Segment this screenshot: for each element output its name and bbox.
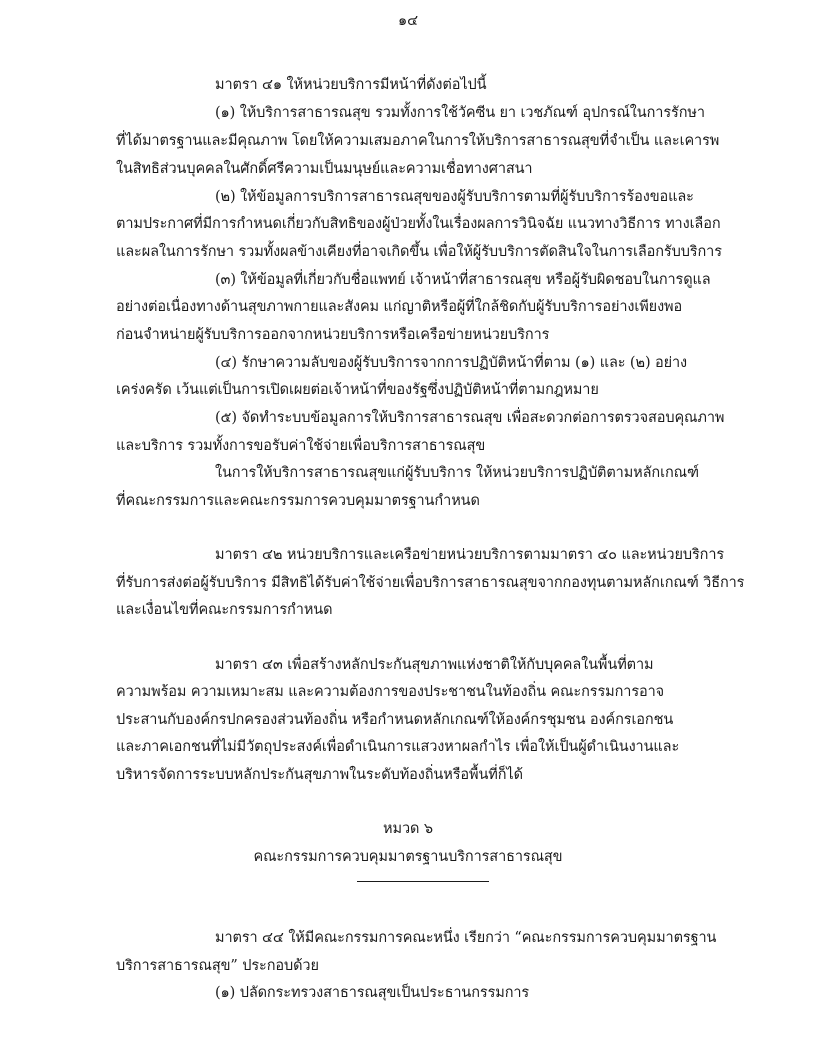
text-line: บริการสาธารณสุข” ประกอบด้วย (116, 958, 319, 974)
section-42-heading: มาตรา ๔๒ หน่วยบริการและเครือข่ายหน่วยบริการตามมาตรา ๔๐ และหน่วยบริการ (215, 547, 725, 563)
text-line: ที่ได้มาตรฐานและมีคุณภาพ โดยให้ความเสมอภาคในการให้บริการสาธารณสุขที่จำเป็น และเคารพ (116, 133, 720, 149)
text-line: ที่รับการส่งต่อผู้รับบริการ มีสิทธิได้รับค่าใช้จ่ายเพื่อบริการสาธารณสุขจากกองทุนตามหลักเกณฑ์ วิธีการ (116, 575, 745, 591)
text-line: ก่อนจำหน่ายผู้รับบริการออกจากหน่วยบริการหรือเครือข่ายหน่วยบริการ (116, 327, 550, 343)
chapter-heading: หมวด ๖ (383, 821, 433, 837)
text-line: และผลในการรักษา รวมทั้งผลข้างเคียงที่อาจเกิดขึ้น เพื่อให้ผู้รับบริการตัดสินใจในการเลือกรับบริการ (116, 244, 722, 260)
text-line: และเงื่อนไขที่คณะกรรมการกำหนด (116, 602, 333, 618)
text-line: และบริการ รวมทั้งการขอรับค่าใช้จ่ายเพื่อบริการสาธารณสุข (116, 438, 486, 454)
page-number: ๑๔ (398, 13, 418, 29)
text-line: (๑) ปลัดกระทรวงสาธารณสุขเป็นประธานกรรมการ (215, 985, 530, 1001)
text-line: เคร่งครัด เว้นแต่เป็นการเปิดเผยต่อเจ้าหน้าที่ของรัฐซึ่งปฏิบัติหน้าที่ตามกฎหมาย (116, 382, 599, 398)
text-line: (๒) ให้ข้อมูลการบริการสาธารณสุขของผู้รับบริการตามที่ผู้รับบริการร้องขอและ (215, 189, 694, 205)
text-line: และภาคเอกชนที่ไม่มีวัตถุประสงค์เพื่อดำเนินการแสวงหาผลกำไร เพื่อให้เป็นผู้ดำเนินงานและ (116, 739, 680, 755)
chapter-title: คณะกรรมการควบคุมมาตรฐานบริการสาธารณสุข (253, 849, 563, 865)
text-line: (๔) รักษาความลับของผู้รับบริการจากการปฏิบัติหน้าที่ตาม (๑) และ (๒) อย่าง (215, 355, 688, 371)
text-line: ในสิทธิส่วนบุคคลในศักดิ์ศรีความเป็นมนุษย์และความเชื่อทางศาสนา (116, 161, 533, 177)
text-line: ความพร้อม ความเหมาะสม และความต้องการของประชาชนในท้องถิ่น คณะกรรมการอาจ (116, 684, 665, 700)
text-line: ตามประกาศที่มีการกำหนดเกี่ยวกับสิทธิของผู้ป่วยทั้งในเรื่องผลการวินิจฉัย แนวทางวิธีการ ทางเลือก (116, 216, 721, 232)
section-43-heading: มาตรา ๔๓ เพื่อสร้างหลักประกันสุขภาพแห่งชาติให้กับบุคคลในพื้นที่ตาม (215, 657, 654, 673)
text-line: (๑) ให้บริการสาธารณสุข รวมทั้งการใช้วัคซีน ยา เวชภัณฑ์ อุปกรณ์ในการรักษา (215, 105, 705, 121)
chapter-divider (357, 881, 489, 882)
text-line: ประสานกับองค์กรปกครองส่วนท้องถิ่น หรือกำหนดหลักเกณฑ์ให้องค์กรชุมชน องค์กรเอกชน (116, 712, 674, 728)
text-line: (๕) จัดทำระบบข้อมูลการให้บริการสาธารณสุข เพื่อสะดวกต่อการตรวจสอบคุณภาพ (215, 410, 725, 426)
text-line: ในการให้บริการสาธารณสุขแก่ผู้รับบริการ ให้หน่วยบริการปฏิบัติตามหลักเกณฑ์ (215, 465, 699, 481)
text-line: ที่คณะกรรมการและคณะกรรมการควบคุมมาตรฐานกำหนด (116, 493, 480, 509)
text-line: (๓) ให้ข้อมูลที่เกี่ยวกับชื่อแพทย์ เจ้าหน้าที่สาธารณสุข หรือผู้รับผิดชอบในการดูแล (215, 272, 711, 288)
section-44-heading: มาตรา ๔๔ ให้มีคณะกรรมการคณะหนึ่ง เรียกว่า “คณะกรรมการควบคุมมาตรฐาน (215, 930, 717, 946)
text-line: บริหารจัดการระบบหลักประกันสุขภาพในระดับท้องถิ่นหรือพื้นที่ก็ได้ (116, 767, 523, 783)
text-line: อย่างต่อเนื่องทางด้านสุขภาพกายและสังคม แก่ญาติหรือผู้ที่ใกล้ชิดกับผู้รับบริการอย่างเพียงพอ (116, 299, 683, 315)
section-41-heading: มาตรา ๔๑ ให้หน่วยบริการมีหน้าที่ดังต่อไปนี้ (215, 77, 487, 93)
